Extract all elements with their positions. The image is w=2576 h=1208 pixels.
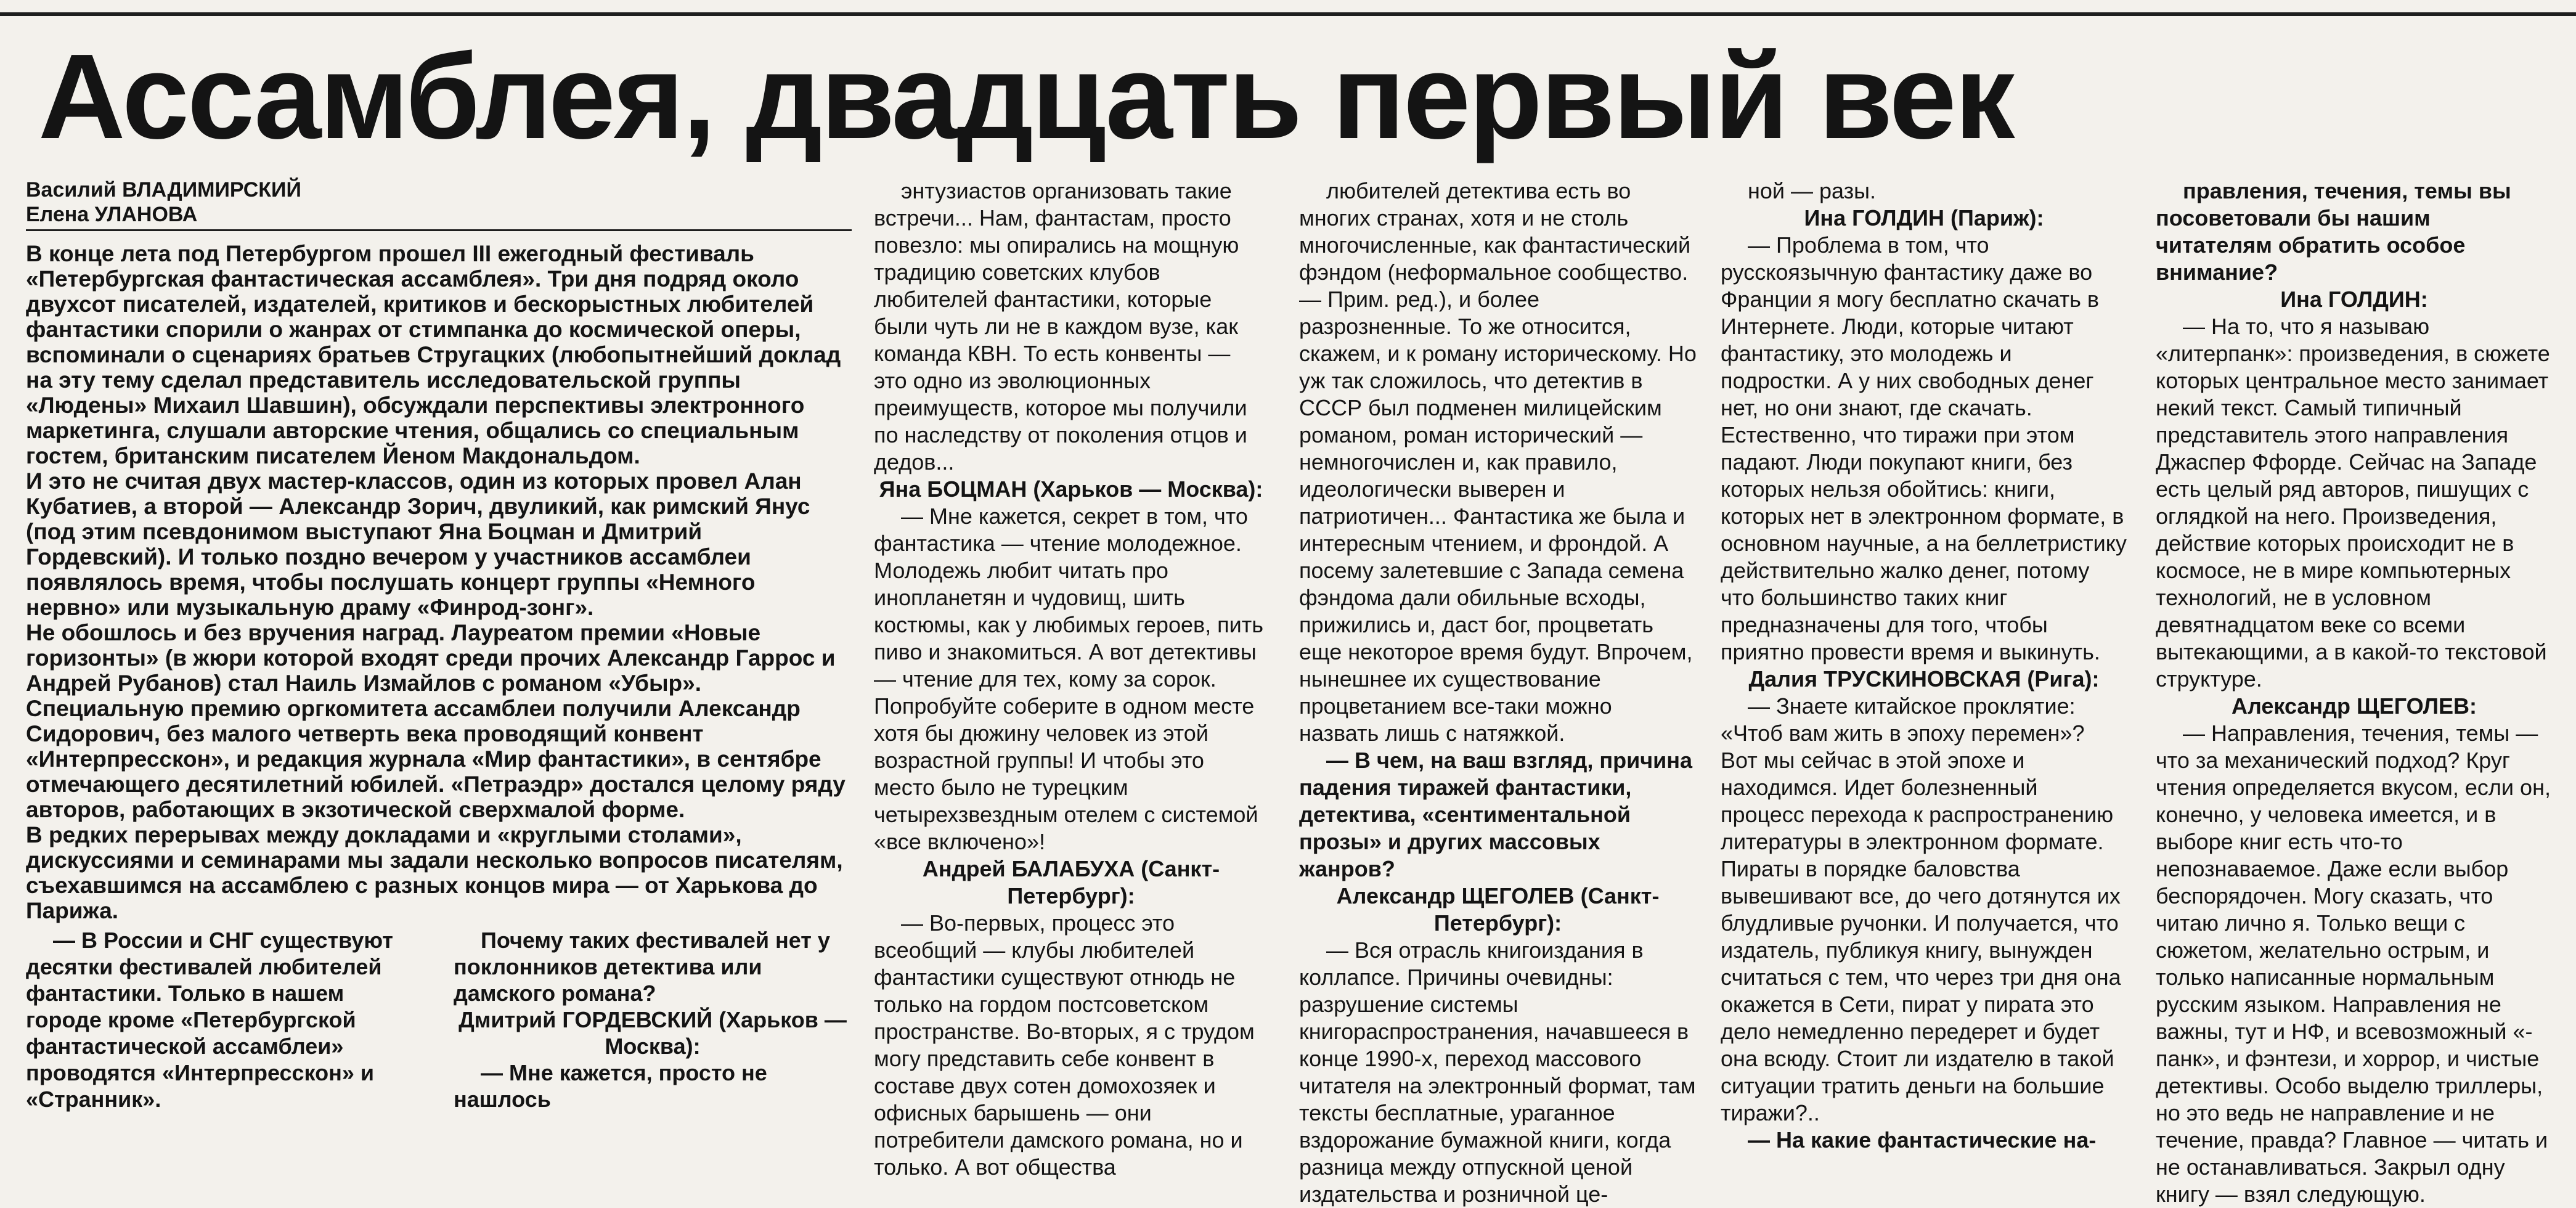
answer-paragraph: любителей детектива есть во многих странах, хотя и не столь многочисленные, как фантастический фэндом (неформальное сообщество. — Прим. ред.), и более разрозненные. То же относится, скажем, и к роману историческому. Но уж так сложилось, что детектив в СССР был подменен милицейским романом, роман исторический — немногочислен и, как правило, идеологически выверен и патриотичен... Фантастика же была и интересным чтением, и фрондой. А посему залетевшие с Запада семена фэндома дали обильные всходы, прижились и, даст бог, процветать еще некоторое время будут. Впрочем, нынешнее их существование процветанием все-таки можно назвать лишь с натяжкой. bbox=[1299, 178, 1697, 746]
byline-divider bbox=[26, 229, 852, 231]
lead-paragraph: Не обошлось и без вручения наград. Лауреатом премии «Новые горизонты» (в жюри которой входят среди прочих Александр Гаррос и Андрей Рубанов) стал Наиль Измайлов с романом «Убыр». Специальную премию оргкомитета ассамблеи получили Александр Сидорович, без малого четверть века проводящий конвент «Интерпресскон», и редакция журнала «Мир фантастики», в сентябре отмечающего десятилетний юбилей. «Петраэдр» достался целому ряду авторов, работающих в экзотической сверхмалой форме. bbox=[26, 620, 846, 822]
speaker-name: Далия ТРУСКИНОВСКАЯ (Рига): bbox=[1748, 666, 2100, 692]
subcolumn-left bbox=[26, 927, 424, 1112]
answer-paragraph: — Мне кажется, просто не нашлось bbox=[454, 1060, 767, 1112]
question-paragraph: Почему таких фестивалей нет у поклонников детектива или дамского романа? bbox=[454, 928, 830, 1006]
author-name: Василий ВЛАДИМИРСКИЙ bbox=[26, 178, 301, 202]
speaker-name: Яна БОЦМАН (Харьков — Москва): bbox=[879, 476, 1263, 502]
lead-subcolumns bbox=[26, 927, 852, 1112]
answer-paragraph: — Направления, течения, темы — что за механический подход? Круг чтения определяется вкусом, если он, конечно, у человека имеется, и в выборе книг есть что-то непознаваемое. Даже если выбор беспорядочен. Могу сказать, что читаю лично я. Только вещи с сюжетом, желательно острым, и только написанные нормальным русским языком. Направления не важны, тут и НФ, и всевозможный «-панк», и фэнтези, и хоррор, и чистые детективы. Особо выделю триллеры, но это ведь не направление и не течение, правда? Главное — читать и не останавливаться. Закрыл одну книгу — взял следующую. bbox=[2156, 720, 2551, 1207]
question-paragraph: — В чем, на ваш взгляд, причина падения тиражей фантастики, детектива, «сентиментальной прозы» и других массовых жанров? bbox=[1299, 748, 1693, 881]
author-name: Елена УЛАНОВА bbox=[26, 203, 198, 226]
byline bbox=[26, 178, 852, 227]
answer-paragraph: — Знаете китайское проклятие: «Чтоб вам жить в эпоху перемен»? Вот мы сейчас в этой эпохе и находимся. Идет болезненный процесс перехода к распространению литературы в электронном формате. Пираты в порядке баловства вывешивают все, до чего дотянутся их блудливые ручонки. И получается, что издатель, публикуя книгу, вынужден считаться с тем, что через три дня она окажется в Сети, пират у пирата это дело немедленно передерет и будет она всюду. Стоит ли издателю в такой ситуации тратить деньги на большие тиражи?.. bbox=[1721, 693, 2121, 1125]
speaker-name: Дмитрий ГОРДЕВСКИЙ (Харьков — Москва): bbox=[459, 1007, 847, 1059]
answer-paragraph: — На то, что я называю «литерпанк»: произведения, в сюжете которых центральное место занимает некий текст. Самый типичный представитель этого направления Джаспер Ффорде. Сейчас на Западе есть целый ряд авторов, пишущих с оглядкой на него. Произведения, действие которых происходит не в космосе, не в мире компьютерных технологий, не в условном девятнадцатом веке со всеми вытекающими, а в какой-то текстовой структуре. bbox=[2156, 314, 2550, 692]
answer-paragraph: ной — разы. bbox=[1748, 178, 1877, 203]
article-column-1 bbox=[874, 178, 1268, 1181]
lead-paragraph: И это не считая двух мастер-классов, один из которых провел Алан Кубатиев, а второй — Александр Зорич, двуликий, как римский Янус (под этим псевдонимом выступают Яна Боцман и Дмитрий Гордевский). И только поздно вечером у участников ассамблеи появлялось время, чтобы послушать концерт группы «Немного нервно» или музыкальную драму «Финрод-зонг». bbox=[26, 468, 810, 620]
speaker-name: Ина ГОЛДИН (Париж): bbox=[1804, 205, 2044, 231]
question-paragraph: правления, течения, темы вы посоветовали бы нашим читателям обратить особое внимание? bbox=[2156, 178, 2511, 285]
lead-column bbox=[26, 178, 852, 1112]
article-column-2 bbox=[1299, 178, 1697, 1208]
lead-paragraph: В конце лета под Петербургом прошел III ежегодный фестиваль «Петербургская фантастическая ассамблея». Три дня подряд около двухсот писателей, издателей, критиков и бескорыстных любителей фантастики спорили о жанрах от стимпанка до космической оперы, вспоминали о сценариях братьев Стругацких (любопытнейший доклад на эту тему сделал представитель исследовательской группы «Людены» Михаил Шавшин), обсуждали перспективы электронного маркетинга, слушали авторские чтения, общались со специальным гостем, британским писателем Йеном Макдональдом. bbox=[26, 241, 841, 468]
speaker-name: Александр ЩЕГОЛЕВ (Санкт-Петербург): bbox=[1336, 883, 1660, 936]
speaker-name: Ина ГОЛДИН: bbox=[2280, 287, 2428, 312]
speaker-name: Александр ЩЕГОЛЕВ: bbox=[2231, 693, 2477, 719]
answer-paragraph: — Мне кажется, секрет в том, что фантастика — чтение молодежное. Молодежь любит читать про инопланетян и чудовищ, шить костюмы, как у любимых героев, пить пиво и знакомиться. А вот детективы — чтение для тех, кому за сорок. Попробуйте соберите в одном месте хотя бы дюжину человек из этой возрастной группы! И чтобы это место было не турецким четырехзвездным отелем с системой «все включено»! bbox=[874, 504, 1263, 854]
article-column-4 bbox=[2156, 178, 2553, 1208]
article-column-3 bbox=[1721, 178, 2127, 1154]
lead-paragraph: В редких перерывах между докладами и «круглыми столами», дискуссиями и семинарами мы задали несколько вопросов писателям, съехавшимся на ассамблею с разных концов мира — от Харькова до Парижа. bbox=[26, 822, 843, 923]
answer-paragraph: — Во-первых, процесс это всеобщий — клубы любителей фантастики существуют отнюдь не только на гордом постсоветском пространстве. Во-вторых, я с трудом могу представить себе конвент в составе двух сотен домохозяек и офисных барышень — они потребители дамского романа, но и только. А вот общества bbox=[874, 910, 1255, 1180]
answer-paragraph: энтузиастов организовать такие встречи... Нам, фантастам, просто повезло: мы опирались на мощную традицию советских клубов любителей фантастики, которые были чуть ли не в каждом вузе, как команда КВН. То есть конвенты — это одно из эволюционных преимуществ, которое мы получили по наследству от поколения отцов и дедов... bbox=[874, 178, 1247, 475]
answer-paragraph: — Проблема в том, что русскоязычную фантастику даже во Франции я могу бесплатно скачать в Интернете. Люди, которые читают фантастику, это молодежь и подростки. А у них свободных денег нет, но они знают, где скачать. Естественно, что тиражи при этом падают. Люди покупают книги, без которых нельзя обойтись: книги, которых нет в электронном формате, в основном научные, а на беллетристику действительно жалко денег, потому что большинство таких книг предназначены для того, чтобы приятно провести время и выкинуть. bbox=[1721, 232, 2127, 664]
answer-paragraph: — Вся отрасль книгоиздания в коллапсе. Причины очевидны: разрушение системы книгораспространения, начавшееся в конце 1990-х, переход массового читателя на электронный формат, там тексты бесплатные, ураганное вздорожание бумажной книги, когда разница между отпускной ценой издательства и розничной це- bbox=[1299, 937, 1696, 1207]
headline: Ассамблея, двадцать первый век bbox=[38, 29, 2013, 164]
subcolumn-right bbox=[454, 927, 852, 1112]
lead-text bbox=[26, 241, 852, 923]
question-paragraph: — На какие фантастические на- bbox=[1748, 1127, 2097, 1153]
top-rule bbox=[0, 12, 2576, 16]
speaker-name: Андрей БАЛАБУХА (Санкт-Петербург): bbox=[922, 856, 1220, 908]
question-paragraph: — В России и СНГ существуют десятки фестивалей любителей фантастики. Только в нашем городе кроме «Петербургской фантастической ассамблеи» проводятся «Интерпресскон» и «Странник». bbox=[26, 928, 393, 1112]
